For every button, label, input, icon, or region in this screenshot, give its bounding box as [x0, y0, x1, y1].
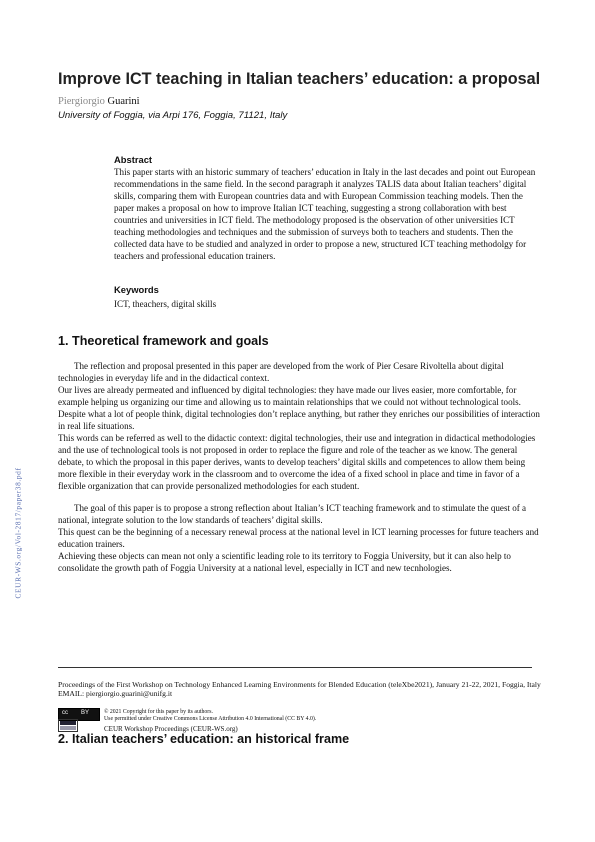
footnote-proceedings: Proceedings of the First Workshop on Technology Enhanced Learning Environments for Blended Education (teleXbe2021), January 21-22, 2021, Foggia, Italy [58, 680, 541, 689]
affiliation: University of Foggia, via Arpi 176, Foggia, 71121, Italy [58, 110, 288, 121]
sidebar-url[interactable] [4, 438, 32, 628]
cc-badge-left: cc [62, 710, 68, 716]
section-2-heading: 2. Italian teachers’ education: an historical frame [58, 732, 350, 746]
paragraph: The goal of this paper is to propose a strong reflection about Italian’s ICT teaching framework and to stimulate the quest of a national, integrate solution to the low standards of teachers’ digital skills. [58, 503, 527, 525]
paper-title: Improve ICT teaching in Italian teachers’ education: a proposal [58, 70, 541, 88]
paragraph: The reflection and proposal presented in this paper are developed from the work of Pier Cesare Rivoltella about digital technologies in everyday life and in the didactical context. [58, 361, 504, 383]
footnote-email: EMAIL: piergiorgio.guarini@unifg.it [58, 689, 173, 699]
keywords-text: ICT, theachers, digital skills [114, 299, 217, 309]
copyright-block [104, 709, 316, 723]
paragraph: Our lives are already permeated and influenced by digital technologies: they have made our lives easier, more comfortable, for example helping us organizing our time and allowing us to maintain relationships that we could not without technological tools. Despite what a lot of people think, digital technologies don’t replace anything, but rather they enriches our possibilities of interaction in real life situations. [58, 385, 540, 431]
author-first-name: Piergiorgio [58, 96, 105, 107]
keywords-heading: Keywords [114, 284, 159, 295]
abstract-text: This paper starts with an historic summary of teachers’ education in Italy in the last decades and point out European recommendations in the same field. In the second paragraph it analyzes TALIS data about Italian teachers’ digital skills, comparing them with European countries data and with European Commission teaching models. Then the paper makes a proposal on how to improve Italian ICT teaching, suggesting a strong collaboration with best countries and universities in ICT field. The methodology proposed is the observation of other universities ICT teaching methodologies and techniques and the submission of surveys both to teachers and students. Then the collected data have to be studied and analyzed in order to propose a new, structured ICT teaching methodolgy for teachers and professional education trainers. [114, 167, 536, 261]
footnote [58, 680, 544, 698]
sidebar-url-text: CEUR-WS.org/Vol-2817/paper38.pdf [13, 467, 23, 599]
paragraph: This quest can be the beginning of a necessary renewal process at the national level in ICT learning processes for future teachers and education trainers. [58, 527, 539, 549]
keywords-block [114, 284, 540, 310]
author-name [58, 96, 140, 107]
ceur-proceedings: CEUR Workshop Proceedings (CEUR-WS.org) [104, 725, 238, 733]
abstract-block [114, 154, 540, 262]
copyright-text: © 2021 Copyright for this paper by its authors. [104, 709, 213, 715]
cc-badge-mid: BY [81, 710, 90, 716]
footnote-rule [58, 667, 532, 668]
paragraph: This words can be referred as well to the didactic context: digital technologies, their use and integration in didactical methodologies and the use of technological tools is not proposed in order to replace the figure and role of the teacher as we know. The general debate, to which the proposal in this paper derives, wants to develop teachers’ digital skills and competences to allow them being more flexible in their everyday work in the classroom and to overcome the idea of a fixed school in place and time in favor of a flexible organization that can provide personalized methodologies for each student. [58, 433, 536, 491]
abstract-heading: Abstract [114, 154, 153, 165]
ceur-logo-icon [58, 719, 78, 732]
section-1-body [58, 360, 540, 574]
section-1-heading: 1. Theoretical framework and goals [58, 334, 269, 348]
paragraph: Achieving these objects can mean not only a scientific leading role to its territory to Foggia University, but it can also help to consolidate the growth path of Foggia University at a national level, especially in ICT and new tecnhologies. [58, 551, 511, 573]
license-text: Use permitted under Creative Commons License Attribution 4.0 International (CC BY 4.0). [104, 716, 317, 722]
author-last-name: Guarini [107, 96, 140, 107]
